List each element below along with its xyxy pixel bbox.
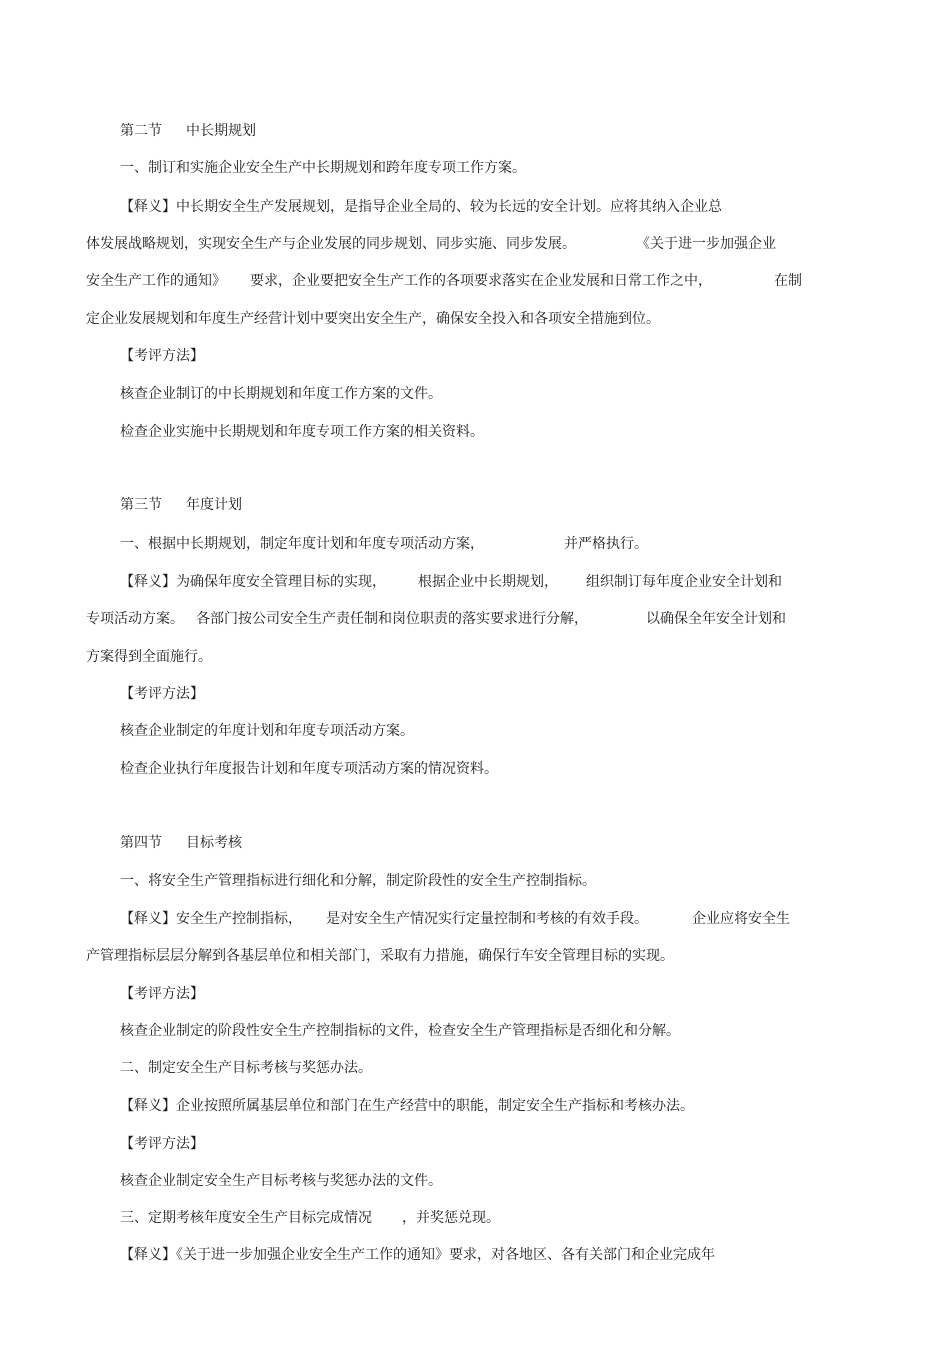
section-2-method-1: 核查企业制订的中长期规划和年度工作方案的文件。 <box>120 386 442 402</box>
section-2-heading <box>120 121 256 141</box>
section-2-item-1: 一、制订和实施企业安全生产中长期规划和跨年度专项工作方案。 <box>120 160 526 176</box>
section-4-heading <box>120 833 242 853</box>
section-4-explanation-1-line-2: 产管理指标层层分解到各基层单位和相关部门，采取有力措施，确保行车安全管理目标的实现。 <box>86 948 674 964</box>
section-3-heading <box>120 495 242 515</box>
section-3-number: 第三节 <box>120 497 162 513</box>
section-3-method-label: 【考评方法】 <box>120 686 204 702</box>
section-4-item-2: 二、制定安全生产目标考核与奖惩办法。 <box>120 1060 372 1076</box>
section-2-method-label: 【考评方法】 <box>120 348 204 364</box>
section-4-title: 目标考核 <box>186 835 242 851</box>
section-2-number: 第二节 <box>120 123 162 139</box>
section-2-explanation-line-4: 定企业发展规划和年度生产经营计划中要突出安全生产，确保安全投入和各项安全措施到位。 <box>86 311 660 327</box>
section-4-method-2: 核查企业制定安全生产目标考核与奖惩办法的文件。 <box>120 1173 442 1189</box>
section-4-item-3: 三、定期考核年度安全生产目标完成情况 ，并奖惩兑现。 <box>120 1210 500 1226</box>
section-4-explanation-1-line-1: 【释义】安全生产控制指标， 是对安全生产情况实行定量控制和考核的有效手段。 企业应将安全生 <box>120 911 790 927</box>
section-4-method-label-1: 【考评方法】 <box>120 986 204 1002</box>
section-2-explanation-line-3: 安全生产工作的通知》 要求，企业要把安全生产工作的各项要求落实在企业发展和日常工作之中， 在制 <box>86 273 802 289</box>
section-3-item-1: 一、根据中长期规划，制定年度计划和年度专项活动方案， 并严格执行。 <box>120 536 648 552</box>
section-4-explanation-2: 【释义】企业按照所属基层单位和部门在生产经营中的职能，制定安全生产指标和考核办法。 <box>120 1098 694 1114</box>
section-2-method-2: 检查企业实施中长期规划和年度专项工作方案的相关资料。 <box>120 424 484 440</box>
section-4-explanation-3: 【释义】《关于进一步加强企业安全生产工作的通知》要求，对各地区、各有关部门和企业完成年 <box>120 1247 715 1263</box>
section-3-explanation-line-2: 专项活动方案。 各部门按公司安全生产责任制和岗位职责的落实要求进行分解， 以确保全年安全计划和 <box>86 611 786 627</box>
section-3-explanation-line-3: 方案得到全面施行。 <box>86 649 212 665</box>
section-3-method-2: 检查企业执行年度报告计划和年度专项活动方案的情况资料。 <box>120 761 498 777</box>
section-4-method-1: 核查企业制定的阶段性安全生产控制指标的文件，检查安全生产管理指标是否细化和分解。 <box>120 1023 680 1039</box>
section-2-explanation-line-1: 【释义】中长期安全生产发展规划，是指导企业全局的、较为长远的安全计划。应将其纳入企业总 <box>120 199 722 215</box>
section-2-title: 中长期规划 <box>186 123 256 139</box>
section-2-explanation-line-2: 体发展战略规划，实现安全生产与企业发展的同步规划、同步实施、同步发展。 《关于进一步加强企业 <box>86 236 776 252</box>
section-4-item-1: 一、将安全生产管理指标进行细化和分解，制定阶段性的安全生产控制指标。 <box>120 873 596 889</box>
section-4-number: 第四节 <box>120 835 162 851</box>
section-4-method-label-2: 【考评方法】 <box>120 1136 204 1152</box>
section-3-explanation-line-1: 【释义】为确保年度安全管理目标的实现， 根据企业中长期规划， 组织制订每年度企业安全计划和 <box>120 574 782 590</box>
section-3-title: 年度计划 <box>186 497 242 513</box>
section-3-method-1: 核查企业制定的年度计划和年度专项活动方案。 <box>120 723 414 739</box>
